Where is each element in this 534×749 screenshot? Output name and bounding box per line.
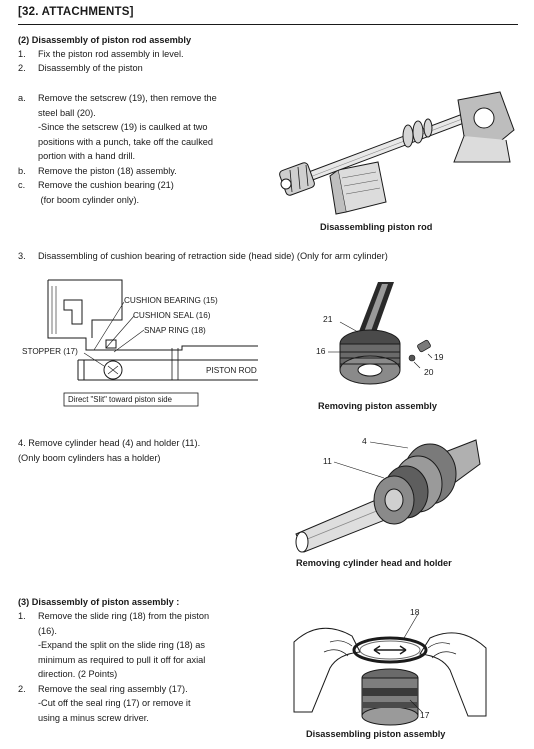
section2-substeps <box>18 91 217 207</box>
step-text: Disassembly of the piston <box>38 63 143 73</box>
label-stopper: STOPPER (17) <box>22 347 78 356</box>
photo-label-21: 21 <box>323 314 333 324</box>
item-text: Remove the slide ring (18) from the piston <box>38 611 210 621</box>
item-text: -Cut off the seal ring (17) or remove it <box>38 698 191 708</box>
photo-label-11: 11 <box>323 456 332 466</box>
photo-label-4: 4 <box>362 436 367 446</box>
substep-line <box>18 120 217 135</box>
caption-removing-cylinder-head: Removing cylinder head and holder <box>296 558 452 568</box>
section3-line <box>18 682 209 697</box>
section3-line <box>18 696 209 711</box>
substep-text: positions with a punch, take off the caulked <box>38 136 214 147</box>
label-piston-rod: PISTON ROD <box>206 366 257 375</box>
photo-label-18: 18 <box>410 607 420 617</box>
substep-text: -Since the setscrew (19) is caulked at two <box>38 122 208 132</box>
section2-step-1 <box>18 47 184 62</box>
substep-line <box>18 149 217 164</box>
photo-label-17: 17 <box>420 710 430 720</box>
cylinder-head-illustration <box>290 434 480 552</box>
substep-line <box>18 135 217 150</box>
step-text: Fix the piston rod assembly in level. <box>38 49 184 59</box>
substep-number: c. <box>18 180 26 190</box>
item-number: 2. <box>18 683 26 694</box>
section3-heading: (3) Disassembly of piston assembly : <box>18 597 180 607</box>
substep-number: a. <box>18 93 26 103</box>
section3-line <box>18 624 209 639</box>
section2-step-2 <box>18 61 143 76</box>
step4-line: (Only boom cylinders has a holder) <box>18 452 161 463</box>
label-cushion-seal: CUSHION SEAL (16) <box>133 311 211 320</box>
header-rule <box>18 24 518 25</box>
piston-rod-illustration <box>278 90 518 220</box>
substep-line <box>18 106 217 121</box>
step-number: 1. <box>18 49 26 59</box>
label-snap-ring: SNAP RING (18) <box>144 326 206 335</box>
substep-line <box>18 178 217 193</box>
item-text: (16). <box>38 625 57 636</box>
substep-line <box>18 193 217 208</box>
substep-line <box>18 164 217 179</box>
photo-label-20: 20 <box>424 367 434 377</box>
substep-line <box>18 91 217 106</box>
step-number: 2. <box>18 63 26 73</box>
section2-heading: (2) Disassembly of piston rod assembly <box>18 35 192 45</box>
label-cushion-bearing: CUSHION BEARING (15) <box>124 296 218 305</box>
step-text: Disassembling of cushion bearing of retraction side (head side) (Only for arm cylinder) <box>38 251 388 261</box>
section3-line <box>18 653 209 668</box>
substep-text: Remove the setscrew (19), then remove the <box>38 93 217 103</box>
caption-disassembling-piston-assembly: Disassembling piston assembly <box>306 729 446 739</box>
photo-label-19: 19 <box>434 352 444 362</box>
item-text: -Expand the split on the slide ring (18) as <box>38 640 205 650</box>
label-slit-note: Direct "Slit" toward piston side <box>68 395 172 404</box>
substep-text: portion with a hand drill. <box>38 151 136 161</box>
section3-line <box>18 667 209 682</box>
photo-label-16: 16 <box>316 346 326 356</box>
item-text: using a minus screw driver. <box>38 712 149 723</box>
substep-number: b. <box>18 165 26 176</box>
item-text: Remove the seal ring assembly (17). <box>38 683 188 694</box>
step4-line: 4. Remove cylinder head (4) and holder (11). <box>18 438 201 448</box>
step4-text <box>18 436 200 465</box>
item-text: direction. (2 Points) <box>38 669 118 679</box>
caption-removing-piston-assembly: Removing piston assembly <box>318 401 437 411</box>
piston-assembly-hands-illustration <box>290 612 490 730</box>
section3-line <box>18 638 209 653</box>
item-text: minimum as required to pull it off for axial <box>38 654 206 665</box>
substep-text: (for boom cylinder only). <box>38 194 140 205</box>
substep-text: Remove the cushion bearing (21) <box>38 180 174 190</box>
step3-line <box>18 249 388 264</box>
caption-disassembling-piston-rod: Disassembling piston rod <box>320 222 433 232</box>
step-number: 3. <box>18 251 26 261</box>
page-header: [32. ATTACHMENTS] <box>18 6 134 18</box>
substep-text: steel ball (20). <box>38 107 96 118</box>
section3-items <box>18 609 209 725</box>
piston-assembly-illustration <box>318 282 478 392</box>
section3-line <box>18 711 209 726</box>
section3-line <box>18 609 209 624</box>
item-number: 1. <box>18 611 26 621</box>
substep-text: Remove the piston (18) assembly. <box>38 165 177 176</box>
